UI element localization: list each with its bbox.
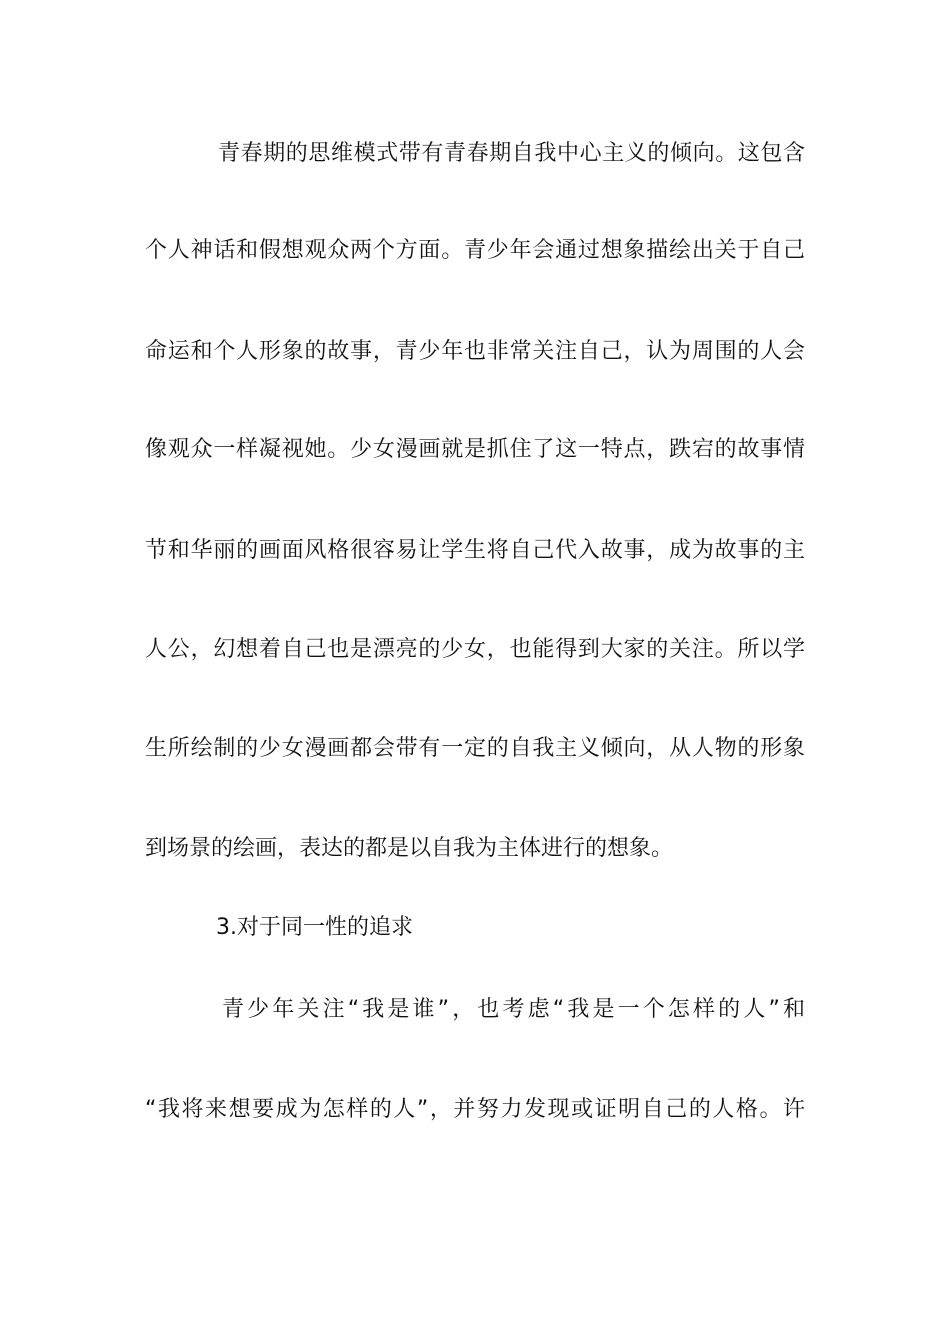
paragraph1-line-1: 青春期的思维模式带有青春期自我中心主义的倾向。这包含 [218,141,805,166]
paragraph2-line-2: “我将来想要成为怎样的人”，并努力发现或证明自己的人格。许 [145,1097,805,1122]
paragraph1-line-8: 到场景的绘画，表达的都是以自我为主体进行的想象。 [145,836,674,861]
paragraph1-line-5: 节和华丽的画面风格很容易让学生将自己代入故事，成为故事的主 [145,538,805,563]
paragraph1-line-3: 命运和个人形象的故事，青少年也非常关注自己，认为周围的人会 [145,339,805,364]
section-heading: 3.对于同一性的追求 [216,915,413,940]
paragraph1-line-2: 个人神话和假想观众两个方面。青少年会通过想象描绘出关于自己 [145,238,805,263]
paragraph1-line-7: 生所绘制的少女漫画都会带有一定的自我主义倾向，从人物的形象 [145,736,805,761]
paragraph2-line-1: 青少年关注“我是谁”，也考虑“我是一个怎样的人”和 [222,997,805,1022]
paragraph1-line-6: 人公，幻想着自己也是漂亮的少女，也能得到大家的关注。所以学 [145,637,805,662]
paragraph1-line-4: 像观众一样凝视她。少女漫画就是抓住了这一特点，跌宕的故事情 [145,437,805,462]
